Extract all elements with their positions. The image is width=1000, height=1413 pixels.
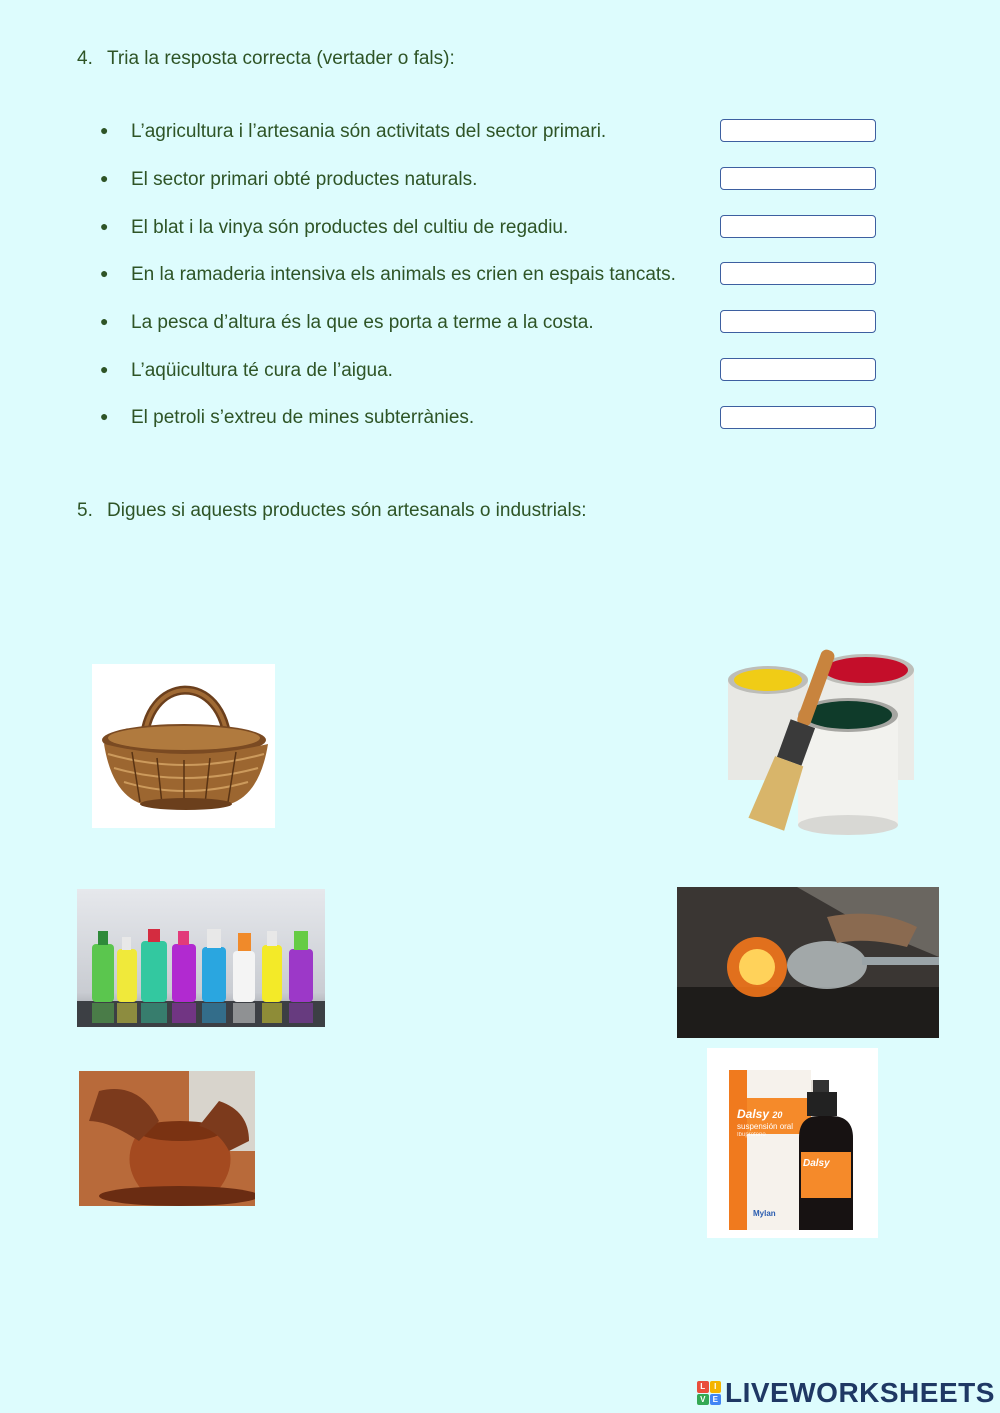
cleaning-products-image <box>77 889 325 1027</box>
statement-text: En la ramaderia intensiva els animals es crien en espais tancats. <box>131 264 676 285</box>
glass-blowing-image <box>677 887 939 1038</box>
statement-1 <box>100 121 606 143</box>
bullet-icon: ● <box>100 408 109 424</box>
answer-box-6[interactable] <box>720 358 876 381</box>
medicine-ingredient: Ibuprofeno <box>737 1132 766 1138</box>
answer-box-1[interactable] <box>720 119 876 142</box>
bullet-icon: ● <box>100 122 109 138</box>
medicine-bottle-label: Dalsy <box>803 1158 830 1169</box>
medicine-maker: Mylan <box>753 1209 776 1218</box>
answer-box-7[interactable] <box>720 406 876 429</box>
statement-text: El petroli s’extreu de mines subterrànies. <box>131 407 475 428</box>
logo-letter: E <box>710 1394 722 1406</box>
question-5-title <box>77 500 586 522</box>
question-4-number: 4. <box>77 48 93 69</box>
question-4-title <box>77 48 455 70</box>
statement-text: L’aqüicultura té cura de l’aigua. <box>131 360 393 381</box>
statement-6 <box>100 360 393 382</box>
liveworksheets-brand: LIVEWORKSHEETS <box>725 1377 995 1408</box>
question-5-number: 5. <box>77 500 93 521</box>
bullet-icon: ● <box>100 218 109 234</box>
wicker-basket-image <box>92 664 275 828</box>
statement-5 <box>100 312 594 334</box>
liveworksheets-logo[interactable] <box>697 1378 995 1408</box>
medicine-brand: Dalsy <box>737 1107 770 1121</box>
bullet-icon: ● <box>100 313 109 329</box>
statement-2 <box>100 169 477 191</box>
logo-letter: L <box>697 1381 709 1393</box>
statement-text: La pesca d’altura és la que es porta a terme a la costa. <box>131 312 594 333</box>
answer-box-3[interactable] <box>720 215 876 238</box>
medicine-dose: 20 <box>772 1110 783 1120</box>
statement-text: L’agricultura i l’artesania són activitats del sector primari. <box>131 121 607 142</box>
statement-3 <box>100 217 568 239</box>
answer-box-2[interactable] <box>720 167 876 190</box>
question-4-text: Tria la resposta correcta (vertader o fals): <box>107 48 455 69</box>
pottery-image <box>79 1071 255 1206</box>
medicine-image <box>707 1048 878 1238</box>
answer-box-5[interactable] <box>720 310 876 333</box>
logo-letter: I <box>710 1381 722 1393</box>
liveworksheets-mark-icon <box>697 1381 721 1405</box>
statement-text: El blat i la vinya són productes del cultiu de regadiu. <box>131 217 569 238</box>
statement-text: El sector primari obté productes naturals. <box>131 169 478 190</box>
bullet-icon: ● <box>100 170 109 186</box>
statement-7 <box>100 407 474 429</box>
medicine-box-label <box>737 1108 813 1139</box>
question-5-text: Digues si aquests productes són artesanals o industrials: <box>107 500 587 521</box>
bullet-icon: ● <box>100 265 109 281</box>
medicine-form: suspensión oral <box>737 1122 794 1131</box>
paint-cans-image <box>718 645 918 840</box>
bullet-icon: ● <box>100 361 109 377</box>
logo-letter: V <box>697 1394 709 1406</box>
answer-box-4[interactable] <box>720 262 876 285</box>
statement-4 <box>100 264 676 286</box>
